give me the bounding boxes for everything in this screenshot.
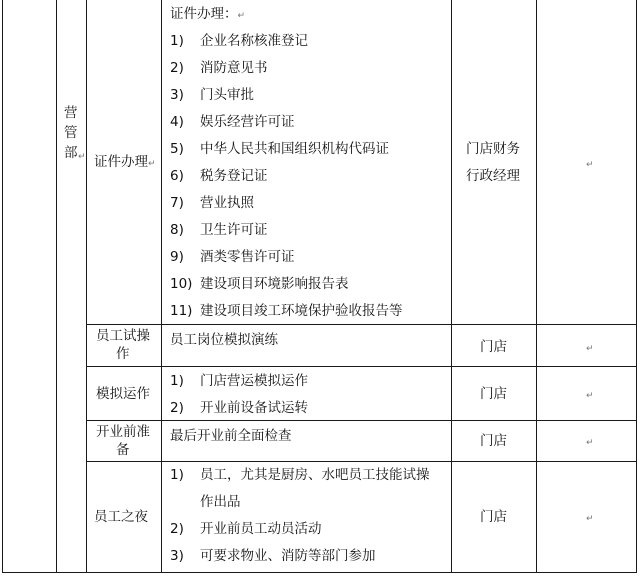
row3-item-1-text: 门店营运模拟运作: [200, 373, 308, 389]
row2-note-mark: ↵: [586, 344, 594, 354]
para-mark: ↵: [237, 11, 246, 21]
row2-task-text-1: 员工试操: [96, 328, 150, 344]
row1-item-11-num: 11): [170, 303, 193, 319]
row1-item-2-text: 消防意见书: [200, 60, 268, 76]
grid-hline-4: [86, 461, 637, 462]
row1-item-10-text: 建设项目环境影响报告表: [200, 276, 349, 292]
dept-char-1: 营: [64, 105, 78, 121]
row5-task: 员工之夜: [94, 509, 148, 525]
row2-task-line-1: [96, 327, 150, 345]
dept-char-3: 部: [64, 145, 78, 161]
row3-task: 模拟运作: [96, 386, 150, 402]
row1-intro: [170, 5, 245, 23]
row1-item-9-text: 酒类零售许可证: [200, 249, 295, 265]
row2-content: [170, 331, 278, 349]
row5-item-2-text: 开业前员工动员活动: [200, 521, 322, 537]
grid-hline-3: [86, 420, 637, 421]
row1-item-4-num: 4): [170, 114, 184, 130]
row5-item-1-text: 员工，尤其是厨房、水吧员工技能试操: [200, 467, 430, 483]
row2-owner: 门店: [480, 339, 507, 355]
row1-task: [94, 153, 156, 171]
grid-vline-2: [86, 0, 87, 573]
grid-hline-2: [86, 366, 637, 367]
para-mark: ↵: [148, 159, 156, 169]
row5-item-3-num: 3): [170, 548, 184, 564]
grid-vline-4: [451, 0, 452, 573]
grid-vline-5: [536, 0, 537, 573]
row1-item-11-text: 建设项目竣工环境保护验收报告等: [200, 303, 403, 319]
row1-item-10-num: 10): [170, 276, 193, 292]
row3-item-2-num: 2): [170, 400, 184, 416]
row2-task-line-2: [116, 345, 130, 363]
row5-item-3-text: 可要求物业、消防等部门参加: [200, 548, 376, 564]
row1-note-mark: ↵: [586, 160, 594, 170]
row1-item-6-text: 税务登记证: [200, 168, 268, 184]
row4-note-mark: ↵: [586, 438, 594, 448]
row5-item-2-num: 2): [170, 521, 184, 537]
row1-owner-line-2: 行政经理: [466, 168, 520, 184]
row2-task-text-2: 作: [116, 346, 130, 362]
grid-hline-1: [86, 324, 637, 325]
row3-note-mark: ↵: [586, 391, 594, 401]
row1-owner-line-1: 门店财务: [466, 141, 520, 157]
grid-vline-right: [636, 0, 637, 573]
row2-content-text: 员工岗位模拟演练: [170, 332, 278, 348]
row3-item-2-text: 开业前设备试运转: [200, 400, 308, 416]
row1-item-1-text: 企业名称核准登记: [200, 33, 308, 49]
grid-vline-left: [2, 0, 3, 573]
row1-item-8-num: 8): [170, 222, 184, 238]
row4-task-line-2: 备: [116, 442, 130, 458]
row1-task-text: 证件办理: [94, 154, 148, 170]
dept-char-2: 管: [64, 125, 78, 141]
row1-item-1-num: 1): [170, 33, 184, 49]
row4-content: 最后开业前全面检查: [170, 428, 292, 444]
row1-item-3-num: 3): [170, 87, 184, 103]
row1-item-5-num: 5): [170, 141, 184, 157]
row1-item-5-text: 中华人民共和国组织机构代码证: [200, 141, 389, 157]
row5-item-1-cont: 作出品: [200, 494, 241, 510]
row1-intro-text: 证件办理：: [170, 6, 238, 22]
grid-hline-bottom: [2, 572, 637, 573]
row1-item-4-text: 娱乐经营许可证: [200, 114, 295, 130]
grid-vline-1: [56, 0, 57, 573]
row4-owner: 门店: [480, 433, 507, 449]
row3-owner: 门店: [480, 386, 507, 402]
dept-paragraph-mark: ↵: [78, 152, 86, 162]
row1-item-7-text: 营业执照: [200, 195, 254, 211]
row1-item-2-num: 2): [170, 60, 184, 76]
row1-item-9-num: 9): [170, 249, 184, 265]
row4-task-line-1: 开业前准: [96, 424, 150, 440]
grid-vline-3: [161, 0, 162, 573]
row5-note-mark: ↵: [586, 514, 594, 524]
row1-item-3-text: 门头审批: [200, 87, 254, 103]
row1-item-6-num: 6): [170, 168, 184, 184]
row3-item-1-num: 1): [170, 373, 184, 389]
row5-owner: 门店: [480, 509, 507, 525]
row5-item-1-num: 1): [170, 467, 184, 483]
row1-item-7-num: 7): [170, 195, 184, 211]
row1-item-8-text: 卫生许可证: [200, 222, 268, 238]
